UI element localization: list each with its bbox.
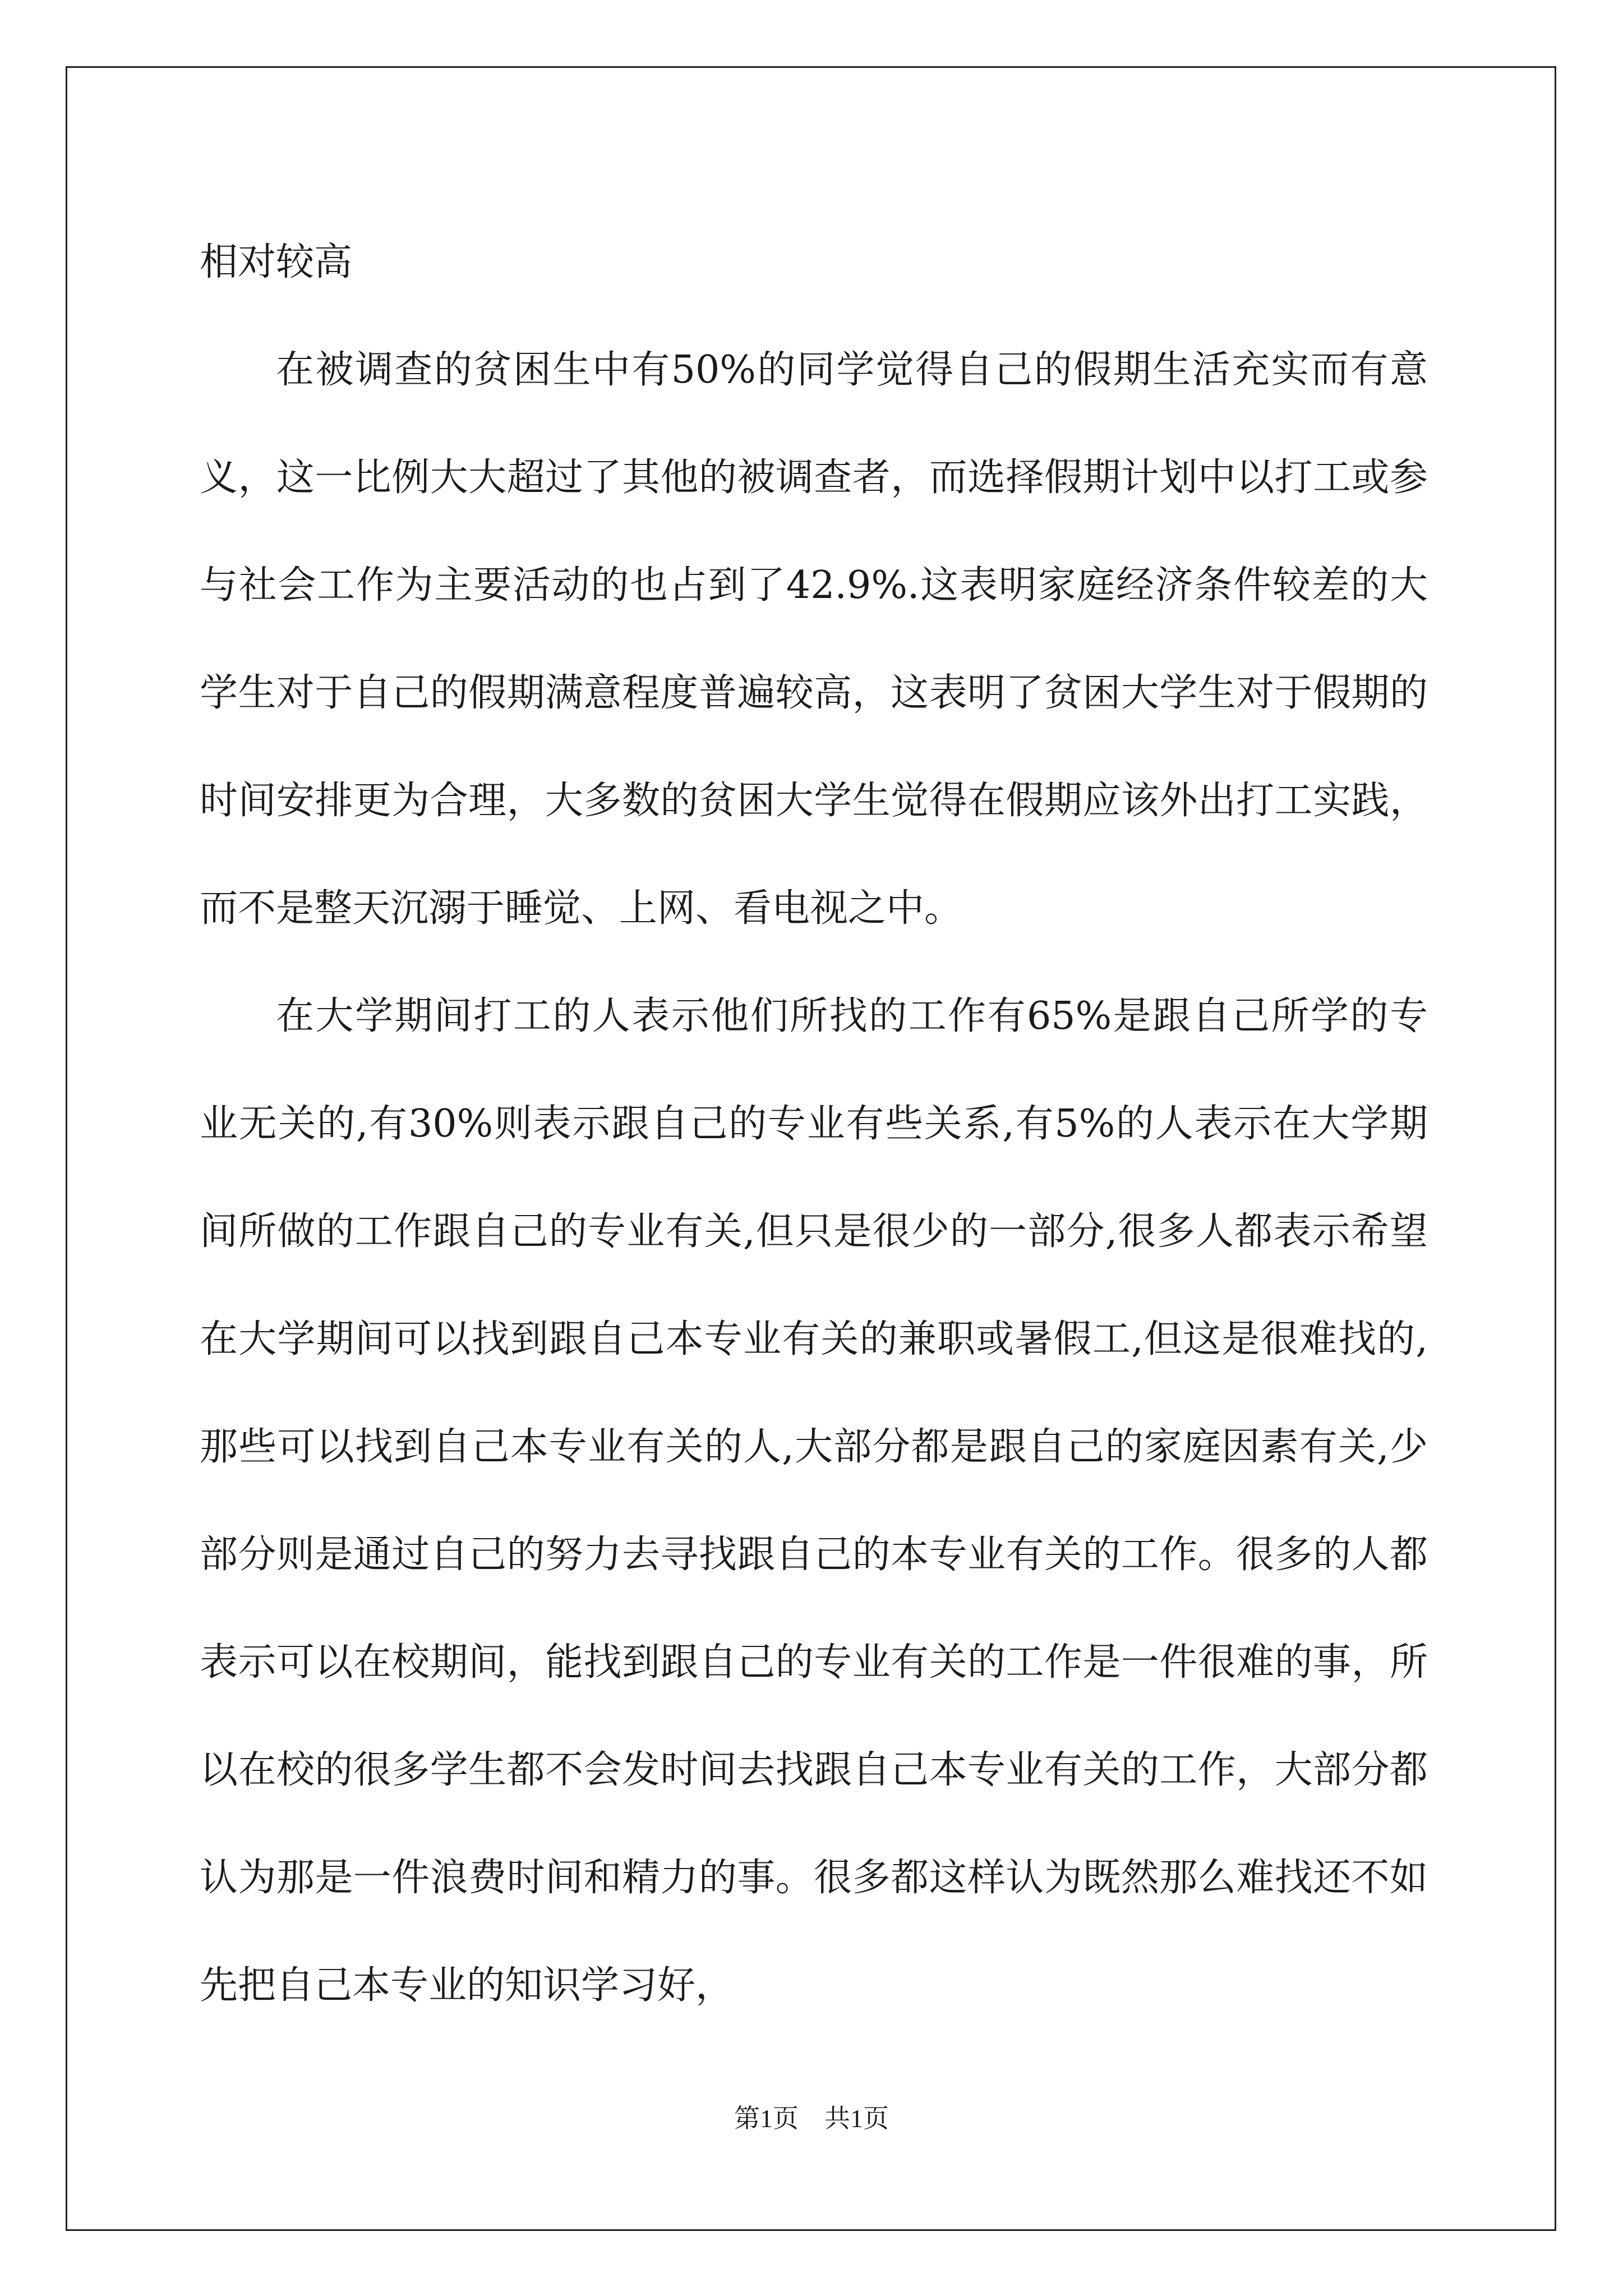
paragraph-part-time-work: 在大学期间打工的人表示他们所找的工作有65%是跟自己所学的专业无关的,有30%则表示跟自己的专业有些关系,有5%的人表示在大学期间所做的工作跟自己的专业有关,但只是很少的一部分,很多人都表示希望在大学期间可以找到跟自己本专业有关的兼职或暑假工,但这是很难找的,那些可以找到自己本专业有关的人,大部分都是跟自己的家庭因素有关,少部分则是通过自己的努力去寻找跟自己的本专业有关的工作。很多的人都表示可以在校期间，能找到跟自己的专业有关的工作是一件很难的事，所以在校的很多学生都不会发时间去找跟自己本专业有关的工作，大部分都认为那是一件浪费时间和精力的事。很多都这样认为既然那么难找还不如先把自己本专业的知识学习好， (200, 994, 1428, 2008)
page-footer: 第1页 共1页 (734, 2104, 889, 2133)
body-text (200, 209, 1428, 2040)
paragraph-poor-students-vacation: 在被调查的贫困生中有50%的同学觉得自己的假期生活充实而有意义，这一比例大大超过了其他的被调查者，而选择假期计划中以打工或参与社会工作为主要活动的也占到了42.9%.这表明家庭经济条件较差的大学生对于自己的假期满意程度普遍较高，这表明了贫困大学生对于假期的时间安排更为合理，大多数的贫困大学生觉得在假期应该外出打工实践，而不是整天沉溺于睡觉、上网、看电视之中。 (200, 348, 1428, 931)
paragraph-continuation: 相对较高 (200, 240, 353, 284)
